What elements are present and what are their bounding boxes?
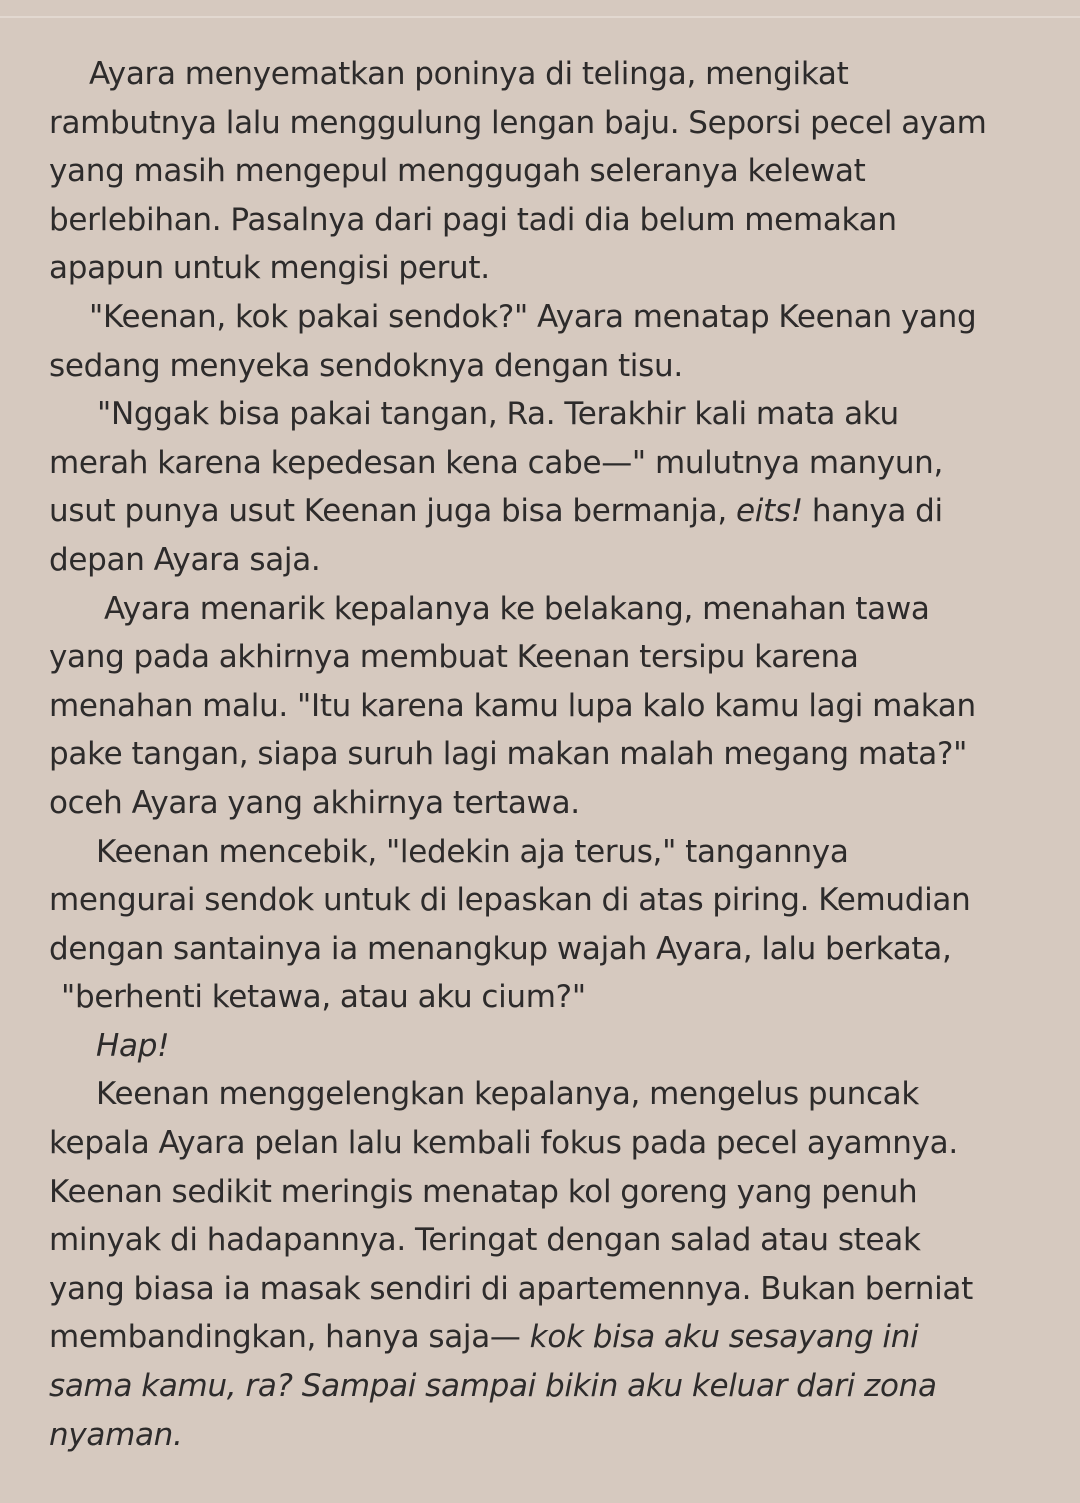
text-line: rambutnya lalu menggulung lengan baju. Seporsi pecel ayam (49, 104, 987, 141)
text-line: Keenan menggelengkan kepalanya, mengelus puncak (96, 1076, 920, 1113)
text-line: "Nggak bisa pakai tangan, Ra. Terakhir kali mata aku (97, 396, 899, 433)
text-line: berlebihan. Pasalnya dari pagi tadi dia belum memakan (49, 201, 897, 238)
text-line: minyak di hadapannya. Teringat dengan salad atau steak (49, 1222, 921, 1259)
italic-text: eits! (735, 493, 803, 530)
text-line: oceh Ayara yang akhirnya tertawa. (49, 784, 580, 821)
italic-text: Hap! (96, 1027, 170, 1064)
text-line (49, 1022, 1069, 1071)
text-line: Ayara menyematkan poninya di telinga, mengikat (89, 56, 849, 92)
text-line: Keenan mencebik, "ledekin aja terus," tangannya (96, 833, 849, 870)
italic-text: sama kamu, ra? Sampai sampai bikin aku keluar dari zona (49, 1368, 937, 1405)
text-line: kepala Ayara pelan lalu kembali fokus pada pecel ayamnya. (49, 1125, 958, 1162)
text-line: yang pada akhirnya membuat Keenan tersipu karena (49, 639, 859, 676)
text-line: Keenan sedikit meringis menatap kol goreng yang penuh (49, 1173, 918, 1210)
italic-text: nyaman. (49, 1416, 183, 1453)
text-line: yang masih mengepul menggugah seleranya kelewat (49, 153, 866, 190)
text-line (49, 1362, 1069, 1411)
italic-text: kok bisa aku sesayang ini (529, 1319, 919, 1356)
text-line: dengan santainya ia menangkup wajah Ayara, lalu berkata, (49, 930, 952, 967)
text-line: "Keenan, kok pakai sendok?" Ayara menatap Keenan yang (89, 298, 977, 335)
story-text (49, 50, 1069, 1459)
text-line: mengurai sendok untuk di lepaskan di atas piring. Kemudian (49, 882, 971, 919)
text-line: menahan malu. "Itu karena kamu lupa kalo kamu lagi makan (49, 687, 976, 724)
text-line: merah karena kepedesan kena cabe—" mulutnya manyun, (49, 444, 944, 481)
text-line: sedang menyeka sendoknya dengan tisu. (49, 347, 683, 384)
text-line: usut punya usut Keenan juga bisa bermanja, eits! hanya di (49, 493, 943, 530)
text-line: Ayara menarik kepalanya ke belakang, menahan tawa (104, 590, 930, 627)
text-line (49, 1411, 1069, 1460)
top-divider (0, 16, 1080, 18)
text-line: "berhenti ketawa, atau aku cium?" (61, 979, 586, 1016)
text-line: yang biasa ia masak sendiri di apartemennya. Bukan berniat (49, 1270, 973, 1307)
text-line: membandingkan, hanya saja— kok bisa aku sesayang ini (49, 1319, 919, 1356)
text-line: apapun untuk mengisi perut. (49, 250, 490, 287)
text-line: pake tangan, siapa suruh lagi makan malah megang mata?" (49, 736, 968, 773)
text-line: depan Ayara saja. (49, 541, 321, 578)
